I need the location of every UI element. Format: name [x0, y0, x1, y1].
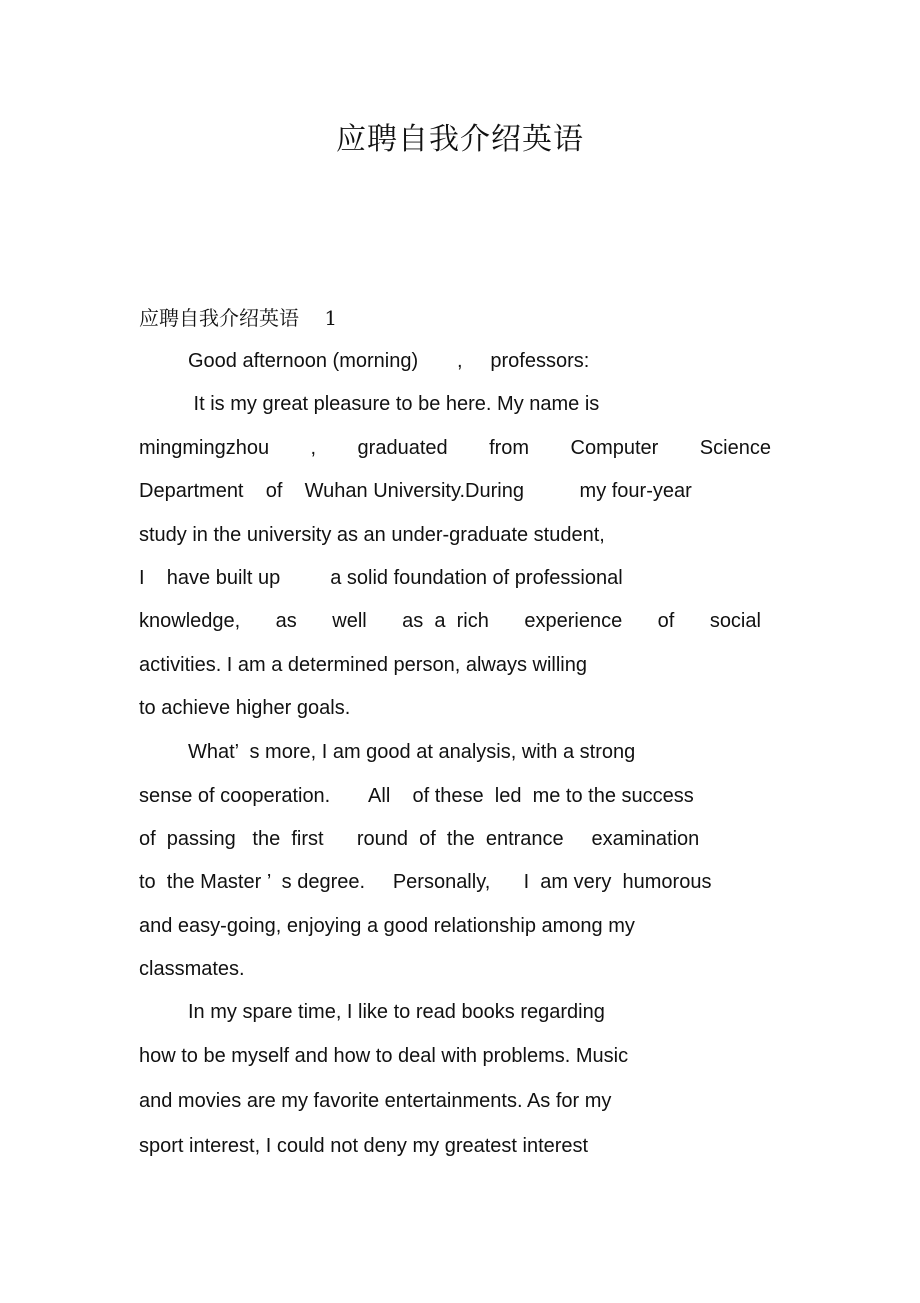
paragraph-line: sport interest, I could not deny my greatest interest [139, 1135, 589, 1157]
paragraph-line: to achieve higher goals. [139, 697, 351, 719]
paragraph-line: activities. I am a determined person, always willing [139, 654, 587, 676]
paragraph-line-justified [139, 433, 771, 463]
paragraph-line: study in the university as an under-graduate student, [139, 524, 605, 546]
paragraph-line: to the Master ’ s degree. Personally, I am very humorous [139, 871, 712, 893]
paragraph-line: sense of cooperation. All of these led me to the success [139, 785, 694, 807]
text-fragment: Computer [570, 437, 659, 459]
paragraph-line: how to be myself and how to deal with problems. Music [139, 1045, 629, 1067]
text-fragment: from [489, 437, 530, 459]
text-fragment: experience [524, 610, 623, 632]
paragraph-line: It is my great pleasure to be here. My name is [188, 393, 600, 415]
paragraph-line-justified [139, 606, 761, 636]
paragraph-line-greeting: Good afternoon (morning) , professors: [188, 350, 590, 372]
text-fragment: as [275, 610, 297, 632]
paragraph-line: In my spare time, I like to read books regarding [188, 1001, 605, 1023]
text-fragment: mingmingzhou [139, 437, 270, 459]
text-fragment: , [310, 437, 317, 459]
paragraph-line: What’ s more, I am good at analysis, with a strong [188, 741, 636, 763]
text-fragment: graduated [357, 437, 448, 459]
section-heading: 应聘自我介绍英语 1 [139, 306, 338, 330]
paragraph-line: of passing the first round of the entrance examination [139, 828, 700, 850]
text-fragment: well [332, 610, 367, 632]
document-title: 应聘自我介绍英语 [336, 122, 584, 157]
text-fragment: as a rich [402, 610, 489, 632]
paragraph-line: Department of Wuhan University.During my four-year [139, 480, 692, 502]
text-fragment: social [709, 610, 761, 632]
text-fragment: knowledge, [139, 610, 241, 632]
text-fragment: of [657, 610, 675, 632]
paragraph-line: classmates. [139, 958, 245, 980]
paragraph-line: and movies are my favorite entertainments. As for my [139, 1090, 612, 1112]
paragraph-line: I have built up a solid foundation of professional [139, 567, 623, 589]
text-fragment: Science [699, 437, 771, 459]
paragraph-line: and easy-going, enjoying a good relationship among my [139, 915, 635, 937]
